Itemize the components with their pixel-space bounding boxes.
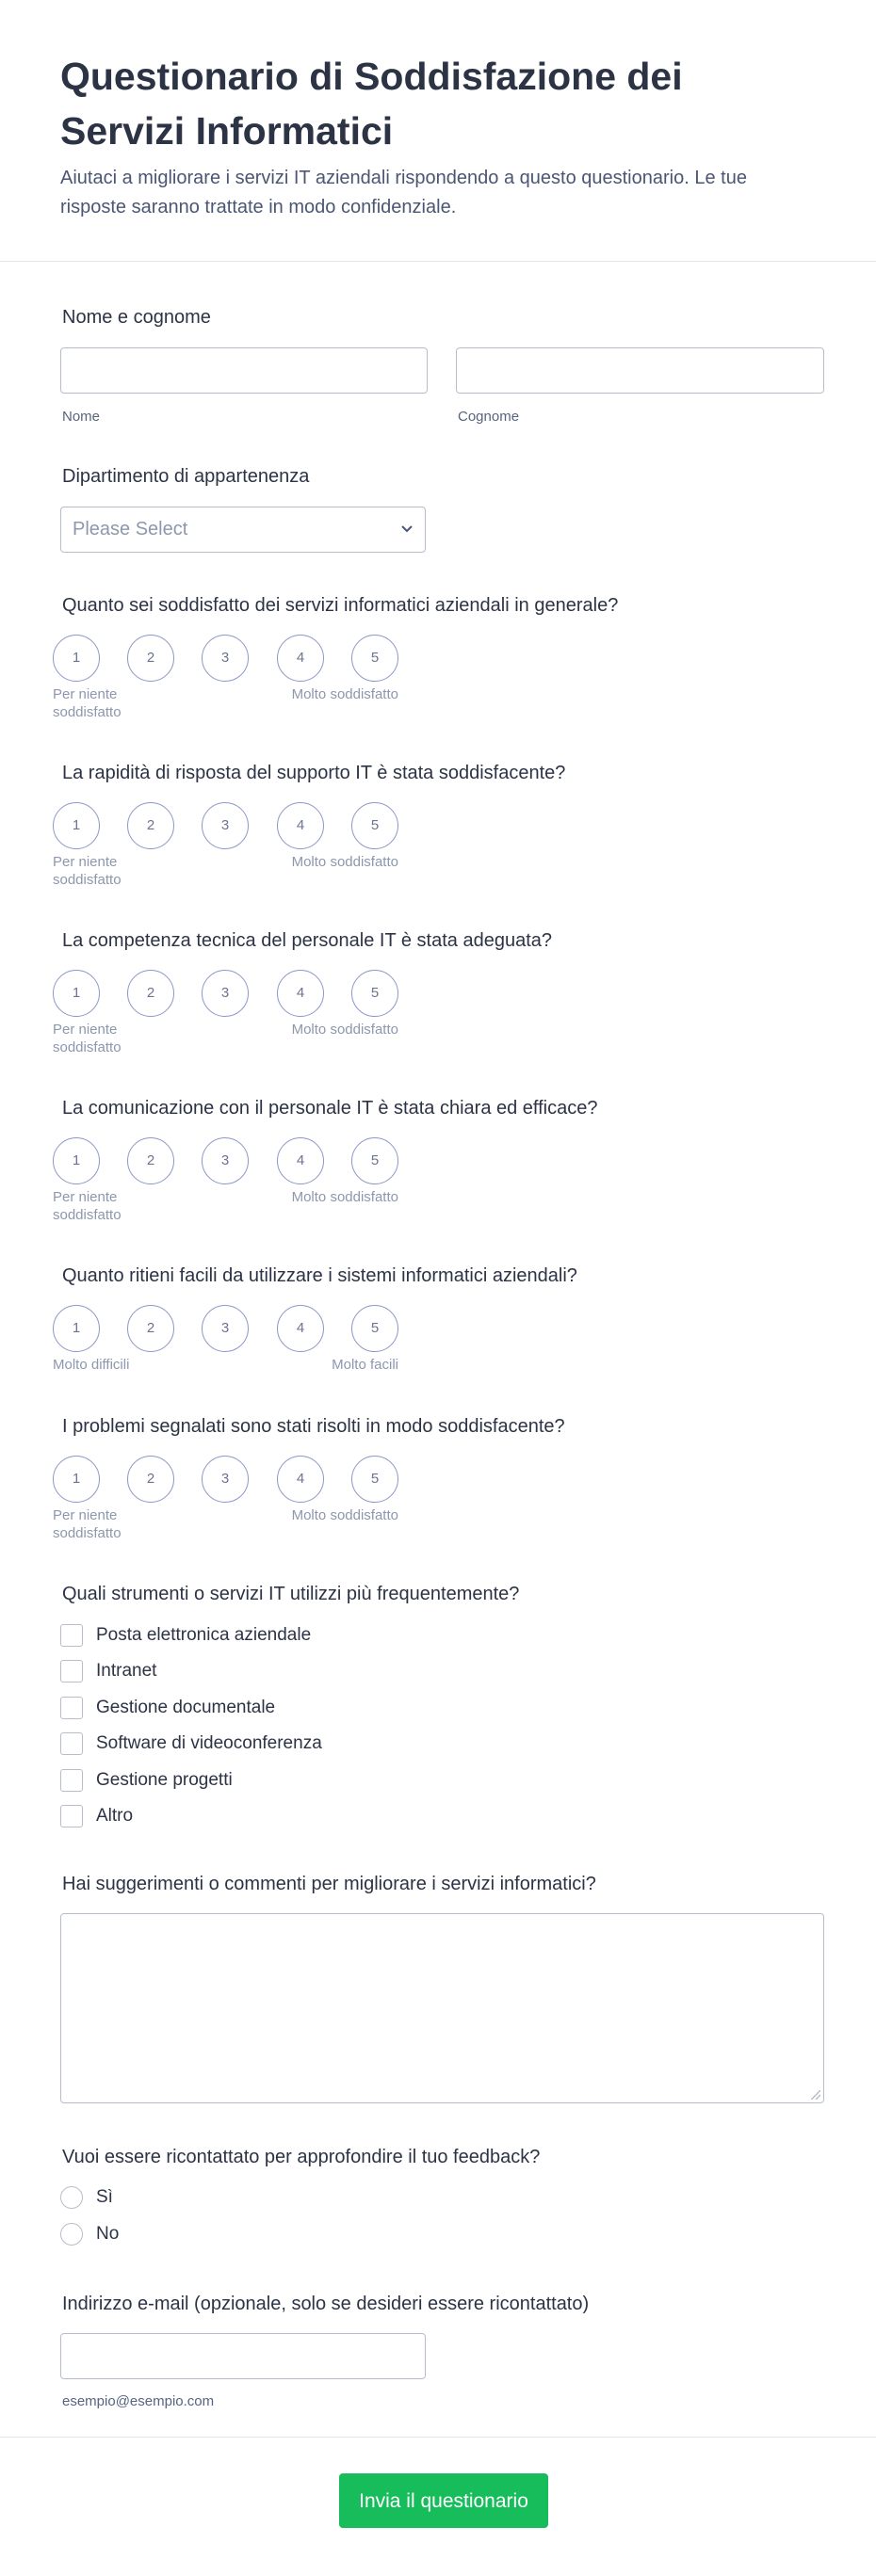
rating-option-1[interactable]: 1: [53, 802, 100, 849]
radio-button[interactable]: [60, 2186, 83, 2209]
rating-question: Quanto sei soddisfatto dei servizi informatici aziendali in generale?: [62, 595, 619, 616]
suggestions-textarea[interactable]: [60, 1913, 824, 2103]
checkbox-label: Intranet: [96, 1661, 157, 1682]
rating-option-5[interactable]: 5: [351, 802, 398, 849]
checkbox[interactable]: [60, 1769, 83, 1792]
rating-option-4[interactable]: 4: [277, 970, 324, 1017]
email-label: Indirizzo e-mail (opzionale, solo se desideri essere ricontattato): [62, 2294, 590, 2314]
tools-label: Quali strumenti o servizi IT utilizzi più frequentemente?: [62, 1584, 520, 1604]
rating-option-5[interactable]: 5: [351, 1137, 398, 1184]
rating-option-1[interactable]: 1: [53, 970, 100, 1017]
rating-question: I problemi segnalati sono stati risolti in modo soddisfacente?: [62, 1416, 565, 1437]
rating-scale: [53, 802, 430, 849]
rating-scale: [53, 970, 430, 1017]
email-sublabel: esempio@esempio.com: [62, 2393, 215, 2409]
checkbox[interactable]: [60, 1697, 83, 1719]
rating-scale: [53, 1456, 430, 1503]
footer-divider: [0, 2437, 876, 2438]
checkbox[interactable]: [60, 1805, 83, 1827]
rating-option-4[interactable]: 4: [277, 1305, 324, 1352]
rating-option-1[interactable]: 1: [53, 635, 100, 682]
rating-option-2[interactable]: 2: [127, 1305, 174, 1352]
rating-option-3[interactable]: 3: [202, 1137, 249, 1184]
rating-question: Quanto ritieni facili da utilizzare i sistemi informatici aziendali?: [62, 1265, 577, 1286]
department-select[interactable]: [60, 507, 426, 553]
resize-handle-icon[interactable]: [811, 2090, 820, 2100]
rating-max-caption: Molto soddisfatto: [291, 686, 398, 702]
rating-max-caption: Molto facili: [332, 1357, 398, 1373]
rating-min-caption: Per niente soddisfatto: [53, 854, 122, 888]
first-name-input[interactable]: [60, 347, 428, 394]
rating-option-3[interactable]: 3: [202, 1456, 249, 1503]
rating-question: La comunicazione con il personale IT è stata chiara ed efficace?: [62, 1098, 598, 1119]
radio-label: No: [96, 2224, 120, 2244]
first-name-sublabel: Nome: [62, 409, 101, 425]
checkbox[interactable]: [60, 1624, 83, 1647]
rating-option-5[interactable]: 5: [351, 1456, 398, 1503]
rating-option-3[interactable]: 3: [202, 1305, 249, 1352]
rating-min-caption: Molto difficili: [53, 1357, 130, 1373]
last-name-input[interactable]: [456, 347, 824, 394]
department-placeholder: Please Select: [73, 519, 188, 539]
department-label: Dipartimento di appartenenza: [62, 466, 310, 487]
rating-option-2[interactable]: 2: [127, 802, 174, 849]
rating-option-4[interactable]: 4: [277, 1137, 324, 1184]
rating-scale: [53, 1137, 430, 1184]
rating-option-2[interactable]: 2: [127, 1456, 174, 1503]
form-header: [0, 0, 876, 262]
rating-option-4[interactable]: 4: [277, 802, 324, 849]
rating-question: La competenza tecnica del personale IT è stata adeguata?: [62, 930, 552, 951]
email-input[interactable]: [60, 2333, 426, 2379]
radio-label: Sì: [96, 2187, 113, 2207]
rating-option-3[interactable]: 3: [202, 802, 249, 849]
rating-option-5[interactable]: 5: [351, 1305, 398, 1352]
checkbox[interactable]: [60, 1732, 83, 1755]
checkbox[interactable]: [60, 1660, 83, 1682]
rating-max-caption: Molto soddisfatto: [291, 1189, 398, 1205]
form-description: Aiutaci a migliorare i servizi IT aziendali rispondendo a questo questionario. Le tue risposte saranno trattate in modo confidenziale.: [60, 168, 747, 217]
rating-option-2[interactable]: 2: [127, 970, 174, 1017]
radio-button[interactable]: [60, 2223, 83, 2246]
last-name-sublabel: Cognome: [458, 409, 520, 425]
checkbox-label: Gestione progetti: [96, 1769, 233, 1790]
rating-scale: [53, 1305, 430, 1352]
rating-min-caption: Per niente soddisfatto: [53, 1022, 122, 1055]
rating-option-3[interactable]: 3: [202, 635, 249, 682]
rating-min-caption: Per niente soddisfatto: [53, 686, 122, 720]
rating-option-5[interactable]: 5: [351, 635, 398, 682]
rating-question: La rapidità di risposta del supporto IT è stata soddisfacente?: [62, 763, 566, 783]
rating-max-caption: Molto soddisfatto: [291, 854, 398, 870]
rating-option-4[interactable]: 4: [277, 635, 324, 682]
suggestions-label: Hai suggerimenti o commenti per migliorare i servizi informatici?: [62, 1874, 596, 1894]
rating-scale: [53, 635, 430, 682]
rating-option-2[interactable]: 2: [127, 1137, 174, 1184]
name-label: Nome e cognome: [62, 307, 211, 328]
chevron-down-icon: [400, 507, 414, 570]
checkbox-label: Gestione documentale: [96, 1697, 276, 1717]
rating-min-caption: Per niente soddisfatto: [53, 1189, 122, 1223]
checkbox-label: Posta elettronica aziendale: [96, 1625, 312, 1645]
rating-option-5[interactable]: 5: [351, 970, 398, 1017]
rating-option-2[interactable]: 2: [127, 635, 174, 682]
contact-label: Vuoi essere ricontattato per approfondire il tuo feedback?: [62, 2147, 541, 2167]
checkbox-label: Software di videoconferenza: [96, 1733, 322, 1754]
rating-option-3[interactable]: 3: [202, 970, 249, 1017]
rating-min-caption: Per niente soddisfatto: [53, 1507, 122, 1541]
rating-option-1[interactable]: 1: [53, 1456, 100, 1503]
form-title: Questionario di Soddisfazione dei Servizi Informatici: [60, 55, 683, 153]
rating-option-4[interactable]: 4: [277, 1456, 324, 1503]
checkbox-label: Altro: [96, 1806, 134, 1826]
submit-button[interactable]: Invia il questionario: [339, 2473, 548, 2528]
rating-option-1[interactable]: 1: [53, 1137, 100, 1184]
rating-max-caption: Molto soddisfatto: [291, 1022, 398, 1038]
rating-max-caption: Molto soddisfatto: [291, 1507, 398, 1523]
rating-option-1[interactable]: 1: [53, 1305, 100, 1352]
